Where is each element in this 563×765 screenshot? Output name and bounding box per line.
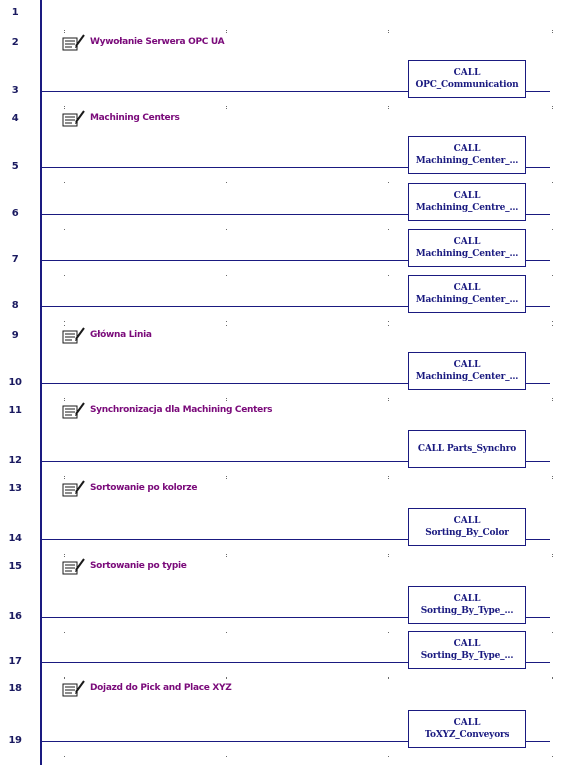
comment-note-icon xyxy=(62,33,86,51)
call-routine-name: Machining_Centre_... xyxy=(415,202,519,213)
grid-dot xyxy=(226,478,227,479)
grid-dot xyxy=(552,182,553,183)
call-keyword: CALL xyxy=(453,236,481,247)
call-keyword: CALL xyxy=(453,515,481,526)
rung-comment-text: Synchronizacja dla Machining Centers xyxy=(90,405,273,415)
grid-dot xyxy=(226,30,227,31)
call-keyword: CALL xyxy=(453,593,481,604)
rung-number: 10 xyxy=(8,377,22,388)
call-instruction-box[interactable] xyxy=(408,508,526,546)
call-keyword: CALL xyxy=(453,638,481,649)
comment-note-icon xyxy=(62,109,86,127)
rung-number: 11 xyxy=(8,405,22,416)
rung-number: 9 xyxy=(11,330,19,341)
call-instruction-box[interactable] xyxy=(408,275,526,313)
call-instruction-box[interactable] xyxy=(408,183,526,221)
grid-dot xyxy=(388,30,389,31)
comment-note-icon xyxy=(62,557,86,575)
call-keyword: CALL xyxy=(453,190,481,201)
call-routine-name: OPC_Communication xyxy=(415,79,519,90)
grid-dot xyxy=(388,182,389,183)
grid-dot xyxy=(552,321,553,322)
grid-dot xyxy=(388,398,389,399)
rung-number: 8 xyxy=(11,300,19,311)
grid-dot xyxy=(64,632,65,633)
grid-dot xyxy=(226,321,227,322)
comment-note-icon xyxy=(62,326,86,344)
call-keyword: CALL xyxy=(453,717,481,728)
grid-dot xyxy=(64,400,65,401)
call-keyword: CALL xyxy=(453,67,481,78)
comment-note-icon xyxy=(62,679,86,697)
grid-dot xyxy=(226,182,227,183)
grid-dot xyxy=(226,108,227,109)
grid-dot xyxy=(226,476,227,477)
grid-dot xyxy=(64,478,65,479)
call-routine-name: Sorting_By_Type_... xyxy=(420,605,514,616)
grid-dot xyxy=(226,678,227,679)
grid-dot xyxy=(388,678,389,679)
call-instruction-box[interactable] xyxy=(408,710,526,748)
rung-comment[interactable] xyxy=(62,401,272,419)
grid-dot xyxy=(64,108,65,109)
grid-dot xyxy=(388,325,389,326)
rung-comment[interactable] xyxy=(62,679,232,697)
rung-number: 4 xyxy=(11,113,19,124)
rung-number: 7 xyxy=(11,254,19,265)
grid-dot xyxy=(552,556,553,557)
grid-dot xyxy=(388,756,389,757)
grid-dot xyxy=(552,325,553,326)
grid-dot xyxy=(552,32,553,33)
grid-dot xyxy=(552,478,553,479)
rung-comment[interactable] xyxy=(62,326,152,344)
grid-dot xyxy=(226,400,227,401)
rung-number: 17 xyxy=(8,656,22,667)
rung-comment[interactable] xyxy=(62,109,180,127)
call-keyword: CALL xyxy=(453,359,481,370)
call-instruction-box[interactable] xyxy=(408,631,526,669)
rung-comment-text: Sortowanie po typie xyxy=(90,561,187,571)
grid-dot xyxy=(64,106,65,107)
grid-dot xyxy=(552,756,553,757)
comment-note-icon xyxy=(62,401,86,419)
call-instruction-box[interactable] xyxy=(408,352,526,390)
grid-dot xyxy=(226,398,227,399)
grid-dot xyxy=(388,108,389,109)
rung-number: 18 xyxy=(8,683,22,694)
comment-note-icon xyxy=(62,479,86,497)
grid-dot xyxy=(64,325,65,326)
rung-comment-text: Machining Centers xyxy=(90,113,180,123)
grid-dot xyxy=(552,30,553,31)
call-routine-name: Machining_Center_... xyxy=(415,371,519,382)
grid-dot xyxy=(388,400,389,401)
grid-dot xyxy=(64,32,65,33)
grid-dot xyxy=(64,30,65,31)
grid-dot xyxy=(388,275,389,276)
grid-dot xyxy=(226,325,227,326)
grid-dot xyxy=(552,476,553,477)
rung-comment[interactable] xyxy=(62,557,187,575)
grid-dot xyxy=(552,554,553,555)
grid-dot xyxy=(552,106,553,107)
rung-number: 19 xyxy=(8,735,22,746)
grid-dot xyxy=(226,756,227,757)
rung-comment-text: Wywołanie Serwera OPC UA xyxy=(90,37,225,47)
grid-dot xyxy=(64,321,65,322)
rung-comment-text: Sortowanie po kolorze xyxy=(90,483,198,493)
call-routine-name: Sorting_By_Type_... xyxy=(420,650,514,661)
grid-dot xyxy=(64,398,65,399)
rung-number: 6 xyxy=(11,208,19,219)
rung-number: 1 xyxy=(11,7,19,18)
grid-dot xyxy=(388,106,389,107)
grid-dot xyxy=(64,678,65,679)
grid-dot xyxy=(388,554,389,555)
grid-dot xyxy=(552,400,553,401)
grid-dot xyxy=(388,476,389,477)
grid-dot xyxy=(64,275,65,276)
rung-number: 12 xyxy=(8,455,22,466)
call-keyword: CALL xyxy=(453,282,481,293)
grid-dot xyxy=(226,32,227,33)
call-keyword: CALL xyxy=(453,143,481,154)
grid-dot xyxy=(552,398,553,399)
grid-dot xyxy=(64,182,65,183)
grid-dot xyxy=(388,556,389,557)
grid-dot xyxy=(552,108,553,109)
grid-dot xyxy=(226,556,227,557)
call-routine-name: CALL Parts_Synchro xyxy=(417,444,517,454)
call-routine-name: Machining_Center_... xyxy=(415,155,519,166)
grid-dot xyxy=(552,678,553,679)
grid-dot xyxy=(226,632,227,633)
call-instruction-box[interactable] xyxy=(408,60,526,98)
call-instruction-box[interactable] xyxy=(408,229,526,267)
grid-dot xyxy=(64,756,65,757)
grid-dot xyxy=(552,632,553,633)
grid-dot xyxy=(64,476,65,477)
call-instruction-box[interactable] xyxy=(408,136,526,174)
rung-number: 13 xyxy=(8,483,22,494)
grid-dot xyxy=(226,106,227,107)
rung-comment[interactable] xyxy=(62,33,224,51)
call-routine-name: Machining_Center_... xyxy=(415,248,519,259)
grid-dot xyxy=(552,275,553,276)
grid-dot xyxy=(64,556,65,557)
call-routine-name: ToXYZ_Conveyors xyxy=(424,729,510,740)
grid-dot xyxy=(388,478,389,479)
rung-number: 14 xyxy=(8,533,22,544)
call-routine-name: Sorting_By_Color xyxy=(425,527,509,538)
rung-comment-text: Dojazd do Pick and Place XYZ xyxy=(90,683,232,693)
rung-number: 5 xyxy=(11,161,19,172)
rung-comment[interactable] xyxy=(62,479,197,497)
grid-dot xyxy=(226,275,227,276)
call-instruction-box[interactable] xyxy=(408,430,526,468)
grid-dot xyxy=(552,229,553,230)
grid-dot xyxy=(388,229,389,230)
grid-dot xyxy=(226,554,227,555)
rung-number: 16 xyxy=(8,611,22,622)
grid-dot xyxy=(388,632,389,633)
call-routine-name: Machining_Center_... xyxy=(415,294,519,305)
rung-number: 15 xyxy=(8,561,22,572)
call-instruction-box[interactable] xyxy=(408,586,526,624)
grid-dot xyxy=(226,229,227,230)
grid-dot xyxy=(64,229,65,230)
grid-dot xyxy=(64,554,65,555)
rung-comment-text: Główna Linia xyxy=(90,330,152,340)
grid-dot xyxy=(388,32,389,33)
grid-dot xyxy=(388,321,389,322)
rung-number: 3 xyxy=(11,85,19,96)
rung-number: 2 xyxy=(11,37,19,48)
